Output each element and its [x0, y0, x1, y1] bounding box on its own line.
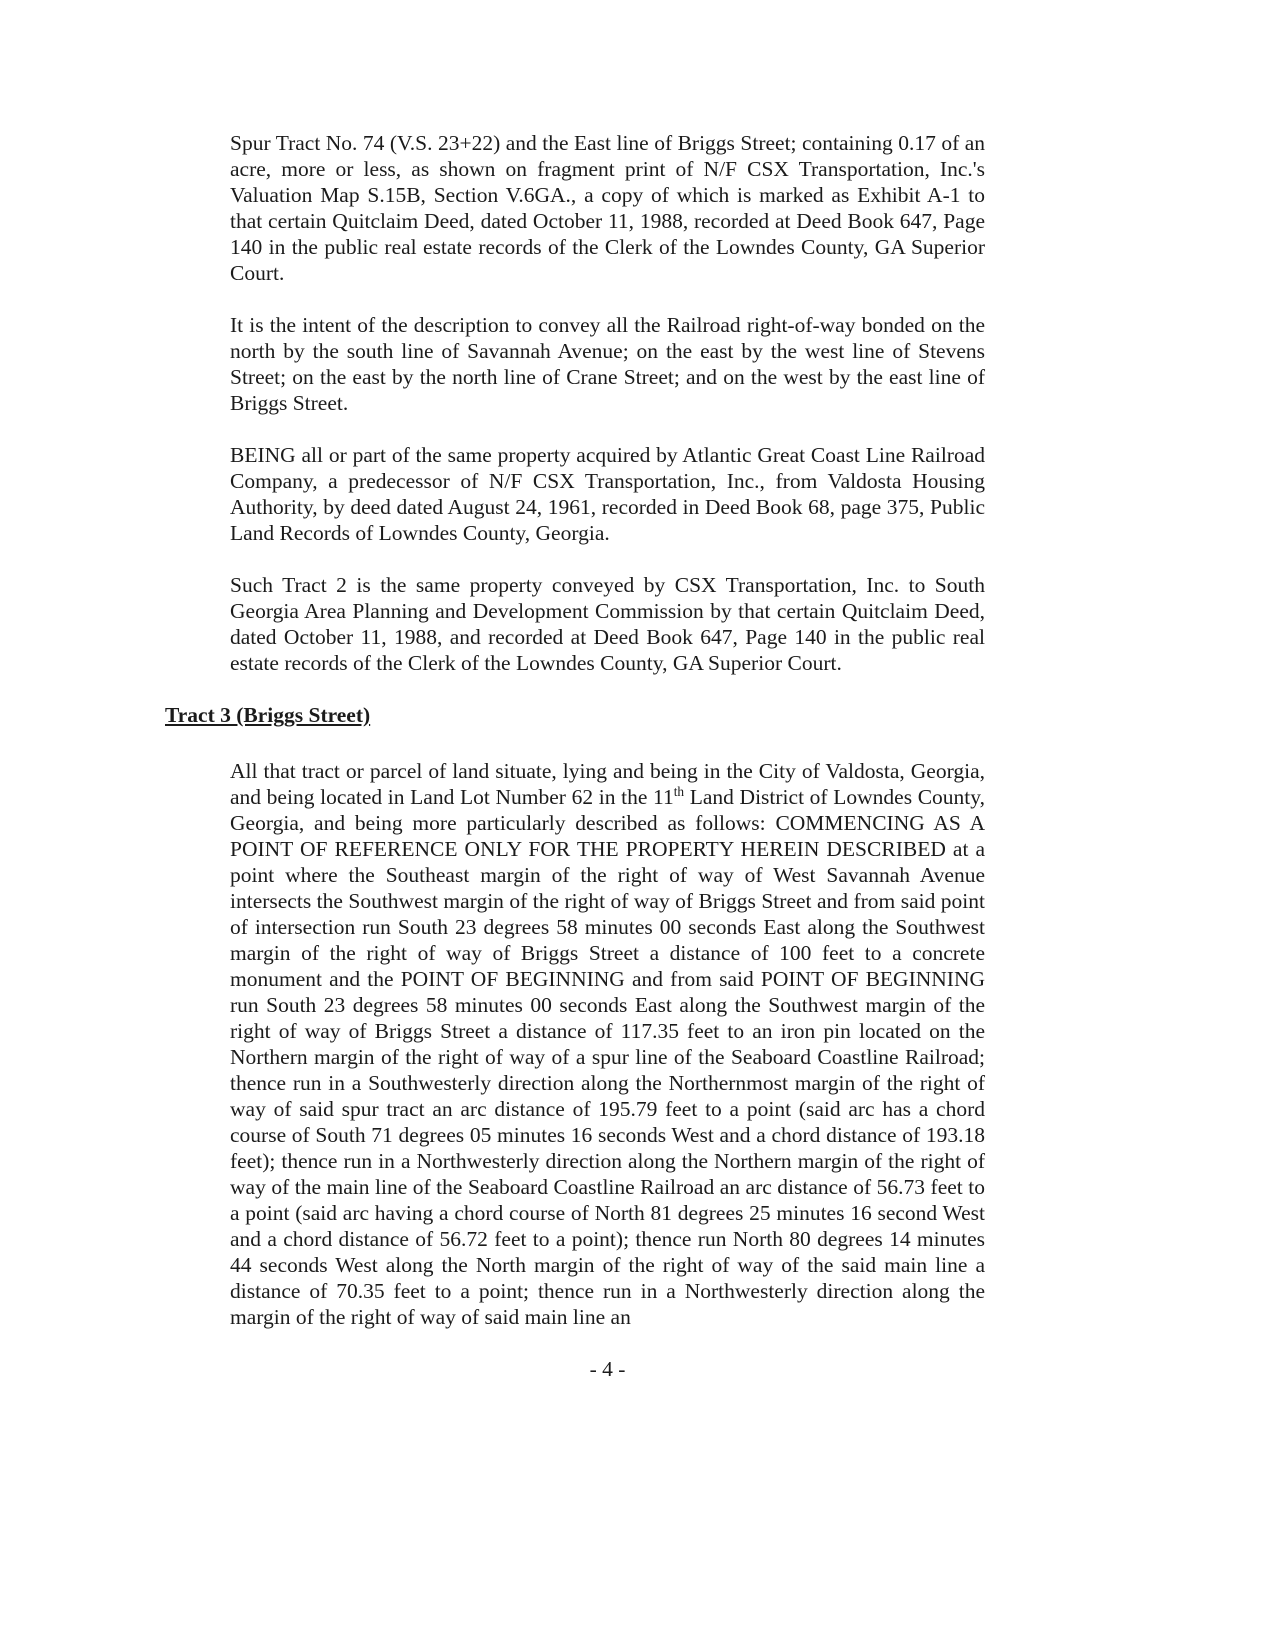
ordinal-superscript: th: [673, 783, 685, 799]
page-number: - 4 -: [589, 1357, 626, 1381]
section-heading-tract3: Tract 3 (Briggs Street): [165, 703, 371, 727]
tract3-text-after-superscript: Land District of Lowndes County, Georgia, and being more particularly described as follows: COMMENCING AS A POINT OF REFERENCE ONLY FOR THE PROPERTY HEREIN DESCRIBED at a point where the Southeast margin of the right of way of West Savannah Avenue intersects the Southwest margin of the right of way of Briggs Street and from said point of intersection run South 23 degrees 58 minutes 00 seconds East along the Southwest margin of the right of way of Briggs Street a distance of 100 feet to a concrete monument and the POINT OF BEGINNING and from said POINT OF BEGINNING run South 23 degrees 58 minutes 00 seconds East along the Southwest margin of the right of way of Briggs Street a distance of 117.35 feet to an iron pin located on the Northern margin of the right of way of a spur line of the Seaboard Coastline Railroad; thence run in a Southwesterly direction along the Northernmost margin of the right of way of said spur tract an arc distance of 195.79 feet to a point (said arc has a chord course of South 71 degrees 05 minutes 16 seconds West and a chord distance of 193.18 feet); thence run in a Northwesterly direction along the Northern margin of the right of way of the main line of the Seaboard Coastline Railroad an arc distance of 56.73 feet to a point (said arc having a chord course of North 81 degrees 25 minutes 16 second West and a chord distance of 56.72 feet to a point); thence run North 80 degrees 14 minutes 44 seconds West along the North margin of the right of way of the said main line a distance of 70.35 feet to a point; thence run in a Northwesterly direction along the margin of the right of way of said main line an: [230, 785, 985, 1329]
document-body: [0, 130, 1275, 1382]
tract3-text-before-superscript: All that tract or parcel of land situate, lying and being in the City of Valdosta, Georgia, and being located in Land Lot Number 62 in the 11: [230, 759, 985, 809]
paragraph-spur-tract: Spur Tract No. 74 (V.S. 23+22) and the East line of Briggs Street; containing 0.17 of an acre, more or less, as shown on fragment print of N/F CSX Transportation, Inc.'s Valuation Map S.15B, Section V.6GA., a copy of which is marked as Exhibit A-1 to that certain Quitclaim Deed, dated October 11, 1988, recorded at Deed Book 647, Page 140 in the public real estate records of the Clerk of the Lowndes County, GA Superior Court.: [230, 131, 985, 285]
paragraph-tract2-conveyance: Such Tract 2 is the same property conveyed by CSX Transportation, Inc. to South Georgia Area Planning and Development Commission by that certain Quitclaim Deed, dated October 11, 1988, and recorded at Deed Book 647, Page 140 in the public real estate records of the Clerk of the Lowndes County, GA Superior Court.: [230, 573, 985, 675]
paragraph-being-clause: BEING all or part of the same property acquired by Atlantic Great Coast Line Railroad Company, a predecessor of N/F CSX Transportation, Inc., from Valdosta Housing Authority, by deed dated August 24, 1961, recorded in Deed Book 68, page 375, Public Land Records of Lowndes County, Georgia.: [230, 443, 985, 545]
paragraph-tract3-legal-description: [230, 758, 985, 1330]
paragraph-intent-of-description: It is the intent of the description to convey all the Railroad right-of-way bonded on the north by the south line of Savannah Avenue; on the east by the west line of Stevens Street; on the east by the north line of Crane Street; and on the west by the east line of Briggs Street.: [230, 313, 985, 415]
